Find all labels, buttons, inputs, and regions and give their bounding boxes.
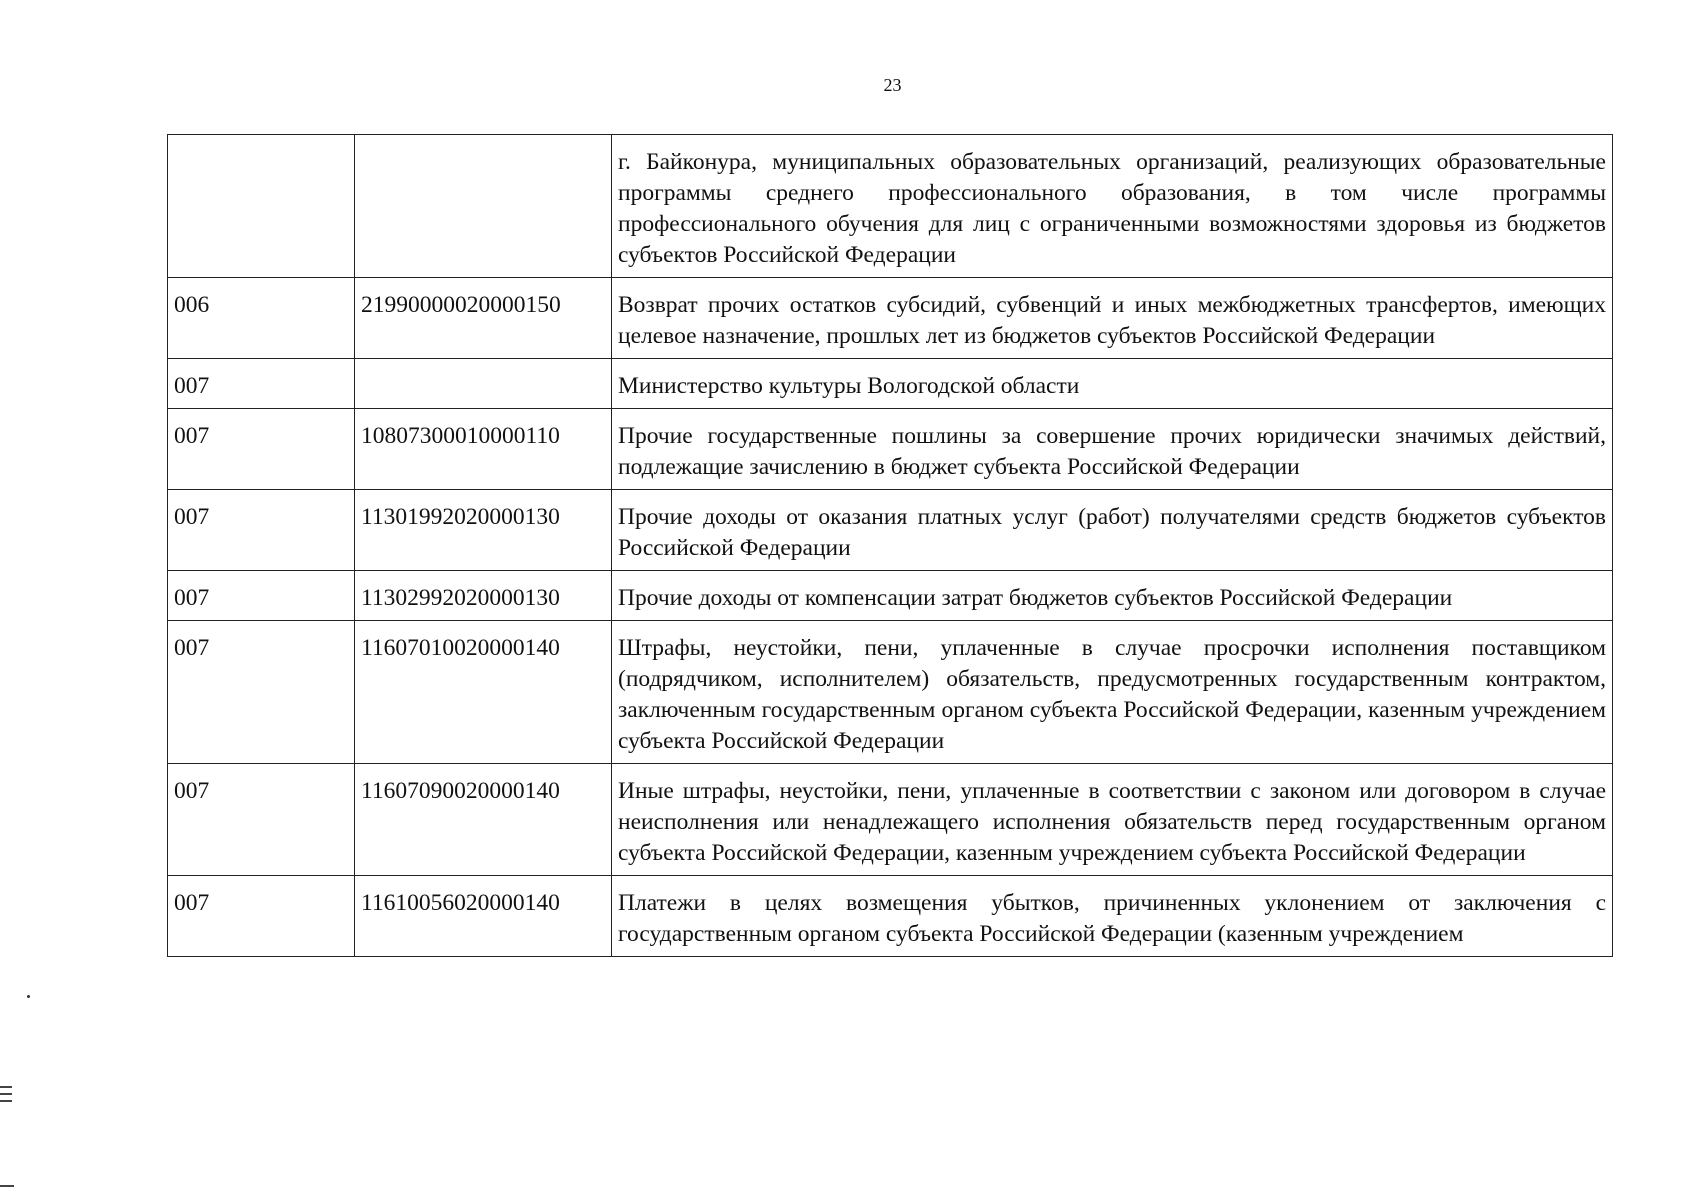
table-row: [168, 490, 1613, 571]
page-number: 23: [883, 75, 902, 95]
admin-code-cell: 006: [168, 278, 355, 359]
table-row: [168, 135, 1613, 278]
revenue-name-cell: г. Байконура, муниципальных образовательных организаций, реализующих образовательные программы среднего профессионального образования, в том числе программы профессионального обучения для лиц с ограниченными возможностями здоровья из бюджетов субъектов Российской Федерации: [612, 135, 1613, 278]
kbk-code-cell: 11607010020000140: [355, 621, 612, 764]
admin-code-cell: 007: [168, 490, 355, 571]
kbk-code-cell: 11302992020000130: [355, 571, 612, 621]
revenue-name-cell: Прочие доходы от компенсации затрат бюджетов субъектов Российской Федерации: [612, 571, 1613, 621]
admin-code-cell: 007: [168, 621, 355, 764]
scan-margin-mark: [0, 1185, 14, 1187]
admin-code-cell: 007: [168, 409, 355, 490]
kbk-code-cell: 11301992020000130: [355, 490, 612, 571]
table-row: [168, 571, 1613, 621]
kbk-code-cell: [355, 359, 612, 409]
revenue-name-cell: Возврат прочих остатков субсидий, субвенций и иных межбюджетных трансфертов, имеющих целевое назначение, прошлых лет из бюджетов субъектов Российской Федерации: [612, 278, 1613, 359]
admin-code-cell: 007: [168, 571, 355, 621]
scan-margin-mark: [0, 1093, 12, 1095]
admin-code-cell: [168, 135, 355, 278]
revenue-name-cell: Штрафы, неустойки, пени, уплаченные в случае просрочки исполнения поставщиком (подрядчиком, исполнителем) обязательств, предусмотренных государственным контрактом, заключенным государственным органом субъекта Российской Федерации, казенным учреждением субъекта Российской Федерации: [612, 621, 1613, 764]
kbk-code-cell: 10807300010000110: [355, 409, 612, 490]
table-row: [168, 359, 1613, 409]
kbk-code-cell: 11610056020000140: [355, 876, 612, 957]
kbk-code-cell: [355, 135, 612, 278]
kbk-code-cell: 21990000020000150: [355, 278, 612, 359]
table-row: [168, 278, 1613, 359]
table-row: [168, 764, 1613, 876]
revenue-name-cell: Платежи в целях возмещения убытков, причиненных уклонением от заключения с государственным органом субъекта Российской Федерации (казенным учреждением: [612, 876, 1613, 957]
admin-code-cell: 007: [168, 876, 355, 957]
scan-margin-mark: [0, 1086, 12, 1088]
admin-code-cell: 007: [168, 359, 355, 409]
table-row: [168, 621, 1613, 764]
scan-margin-mark: [0, 1100, 12, 1102]
kbk-code-cell: 11607090020000140: [355, 764, 612, 876]
budget-revenue-table: [167, 134, 1613, 957]
table-body: [168, 135, 1613, 957]
scan-dot-mark: [27, 995, 30, 998]
revenue-name-cell: Министерство культуры Вологодской области: [612, 359, 1613, 409]
revenue-name-cell: Прочие доходы от оказания платных услуг (работ) получателями средств бюджетов субъектов Российской Федерации: [612, 490, 1613, 571]
table-row: [168, 876, 1613, 957]
admin-code-cell: 007: [168, 764, 355, 876]
table-row: [168, 409, 1613, 490]
revenue-name-cell: Прочие государственные пошлины за совершение прочих юридически значимых действий, подлежащие зачислению в бюджет субъекта Российской Федерации: [612, 409, 1613, 490]
revenue-name-cell: Иные штрафы, неустойки, пени, уплаченные в соответствии с законом или договором в случае неисполнения или ненадлежащего исполнения обязательств перед государственным органом субъекта Российской Федерации, казенным учреждением субъекта Российской Федерации: [612, 764, 1613, 876]
